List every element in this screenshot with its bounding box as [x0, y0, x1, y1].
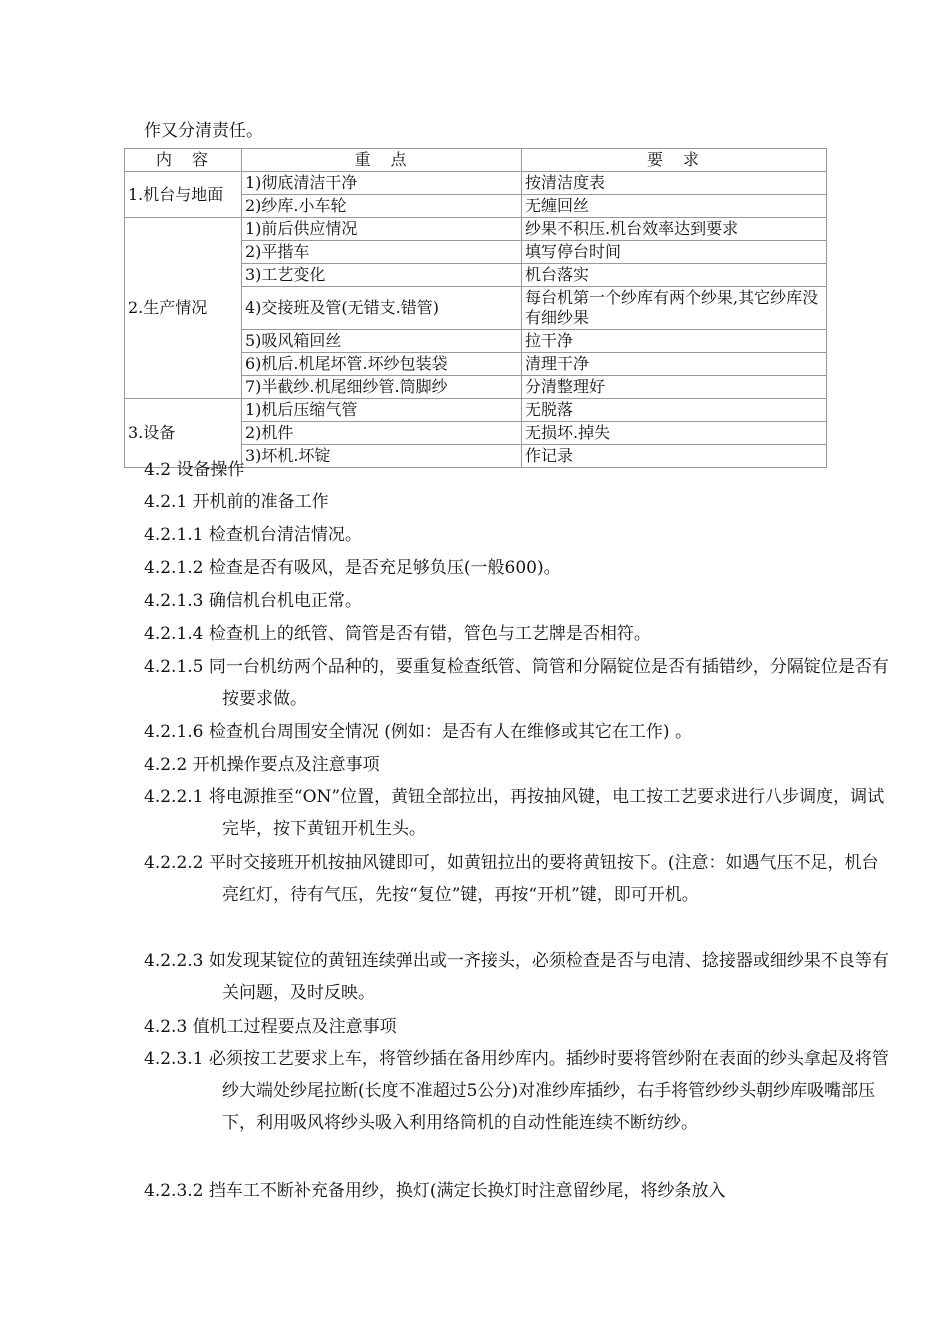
point-cell: 6)机后.机尾坏管.坏纱包装袋	[242, 353, 522, 376]
inspection-table	[124, 148, 827, 468]
req-cell: 无损坏.掉失	[522, 422, 827, 445]
point-cell: 2)纱库.小车轮	[242, 195, 522, 218]
req-cell: 机台落实	[522, 264, 827, 287]
req-cell: 拉干净	[522, 330, 827, 353]
subsection-heading: 4.2.1 开机前的准备工作	[144, 492, 329, 512]
point-cell: 3)工艺变化	[242, 264, 522, 287]
category-cell: 1.机台与地面	[125, 172, 242, 218]
section-heading: 4.2 设备操作	[144, 460, 245, 480]
table-row	[125, 218, 827, 241]
lead-text: 作又分清责任。	[144, 121, 263, 141]
req-cell: 纱果不积压.机台效率达到要求	[522, 218, 827, 241]
paragraph: 4.2.1.3 确信机台机电正常。	[144, 591, 362, 611]
paragraph: 4.2.1.1 检查机台清洁情况。	[144, 525, 362, 545]
paragraph: 4.2.2.2 平时交接班开机按抽风键即可，如黄钮拉出的要将黄钮按下。(注意：如遇气压不足，机台亮红灯，待有气压，先按“复位”键，再按“开机”键，即可开机。	[144, 853, 879, 905]
point-cell: 7)半截纱.机尾细纱管.筒脚纱	[242, 376, 522, 399]
table-header-row	[125, 149, 827, 172]
point-cell: 1)彻底清洁干净	[242, 172, 522, 195]
paragraph: 4.2.1.4 检查机上的纸管、筒管是否有错，管色与工艺牌是否相符。	[144, 624, 651, 644]
req-cell: 作记录	[522, 445, 827, 468]
subsection-heading: 4.2.3 值机工过程要点及注意事项	[144, 1017, 397, 1037]
point-cell: 1)前后供应情况	[242, 218, 522, 241]
point-cell: 2)平揩车	[242, 241, 522, 264]
req-cell: 清理干净	[522, 353, 827, 376]
point-cell: 2)机件	[242, 422, 522, 445]
req-cell: 分清整理好	[522, 376, 827, 399]
req-cell: 每台机第一个纱库有两个纱果,其它纱库没有细纱果	[522, 287, 827, 330]
req-cell: 无缠回丝	[522, 195, 827, 218]
paragraph: 4.2.1.6 检查机台周围安全情况 (例如：是否有人在维修或其它在工作) 。	[144, 722, 692, 742]
point-cell: 4)交接班及管(无错支.错管)	[242, 287, 522, 330]
point-cell: 3)坏机.坏锭	[242, 445, 522, 468]
category-cell: 2.生产情况	[125, 218, 242, 399]
paragraph: 4.2.2.1 将电源推至“ON”位置，黄钮全部拉出，再按抽风键，电工按工艺要求进行八步调度，调试完毕，按下黄钮开机生头。	[144, 787, 885, 839]
header-key-point: 重 点	[242, 149, 522, 172]
paragraph: 4.2.2.3 如发现某锭位的黄钮连续弹出或一齐接头，必须检查是否与电清、捻接器或细纱果不良等有关问题，及时反映。	[144, 951, 889, 1003]
req-cell: 按清洁度表	[522, 172, 827, 195]
paragraph: 4.2.1.5 同一台机纺两个品种的，要重复检查纸管、筒管和分隔锭位是否有插错纱，分隔锭位是否有按要求做。	[144, 657, 889, 709]
table-row	[125, 172, 827, 195]
header-requirement: 要 求	[522, 149, 827, 172]
point-cell: 1)机后压缩气管	[242, 399, 522, 422]
paragraph: 4.2.1.2 检查是否有吸风，是否充足够负压(一般600)。	[144, 558, 561, 578]
point-cell: 5)吸风箱回丝	[242, 330, 522, 353]
table-row	[125, 399, 827, 422]
req-cell: 无脱落	[522, 399, 827, 422]
subsection-heading: 4.2.2 开机操作要点及注意事项	[144, 755, 380, 775]
paragraph: 4.2.3.2 挡车工不断补充备用纱，换灯(满定长换灯时注意留纱尾，将纱条放入	[144, 1181, 726, 1201]
category-cell: 3.设备	[125, 399, 242, 468]
header-content: 内 容	[125, 149, 242, 172]
req-cell: 填写停台时间	[522, 241, 827, 264]
paragraph: 4.2.3.1 必须按工艺要求上车，将管纱插在备用纱库内。插纱时要将管纱附在表面的纱头拿起及将管纱大端处纱尾拉断(长度不准超过5公分)对准纱库插纱，右手将管纱纱头朝纱库吸嘴部压下，利用吸风将纱头吸入利用络筒机的自动性能连续不断纺纱。	[144, 1049, 889, 1133]
